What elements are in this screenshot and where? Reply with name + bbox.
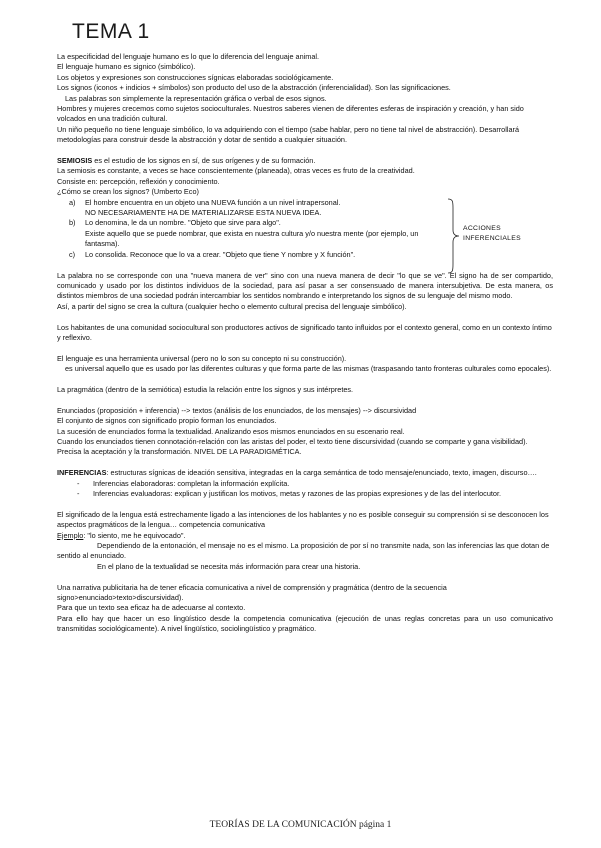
inferencias-definition	[57, 468, 553, 478]
enunciados-line: La sucesión de enunciados forma la textualidad. Analizando esos mismos enunciados en su escenario real.	[57, 426, 405, 436]
list-item-text: NO NECESARIAMENTE HA DE MATERIALIZARSE ESTA NUEVA IDEA.	[85, 208, 322, 218]
list-marker: -	[77, 478, 80, 488]
enunciados-line: Cuando los enunciados tienen connotación-relación con las aristas del poder, el texto tiene discursividad (cuando se comparte y gana visibilidad). Precisa la aceptación y la transformación. NIVEL DE LA PARADIGMÉTICA.	[57, 436, 528, 457]
inferencias-definition-text: : estructuras sígnicas de ideación sensitiva, integradas en la carga semántica de todo mensaje/enunciado, texto, imagen, discurso….	[106, 468, 537, 478]
list-item-text: Lo denomina, le da un nombre. "Objeto que sirve para algo".	[85, 218, 281, 228]
page-title: TEMA 1	[72, 20, 150, 43]
narrativa-paragraph: Una narrativa publicitaria ha de tener eficacia comunicativa a nivel de comprensión y pragmática (dentro de la secuencia signo>enunciado>texto>discursividad).	[57, 582, 447, 602]
narrativa-paragraph: Para ello hay que hacer un eso lingüístico desde la competencia comunicativa (ejecución de unas reglas concretas para un uso comunicativo transmitidas sociológicamente). A nivel lingüístico, sociolingüístico y pragmático.	[57, 613, 553, 634]
list-item-text: Lo consolida. Reconoce que lo va a crear. "Objeto que tiene Y nombre y X función".	[85, 249, 356, 259]
significado-paragraph: Dependiendo de la entonación, el mensaje no es el mismo. La proposición de por sí no transmite nada, son las inferencias las que dotan de sentido al enunciado.	[57, 540, 550, 561]
semiosis-line: La semiosis es constante, a veces se hace conscientemente (planeada), otras veces es fruto de la creatividad.	[57, 166, 415, 176]
list-item-text: Existe aquello que se puede nombrar, que exista en nuestra cultura y/o nuestra mente (por ejemplo, un fantasma).	[85, 228, 419, 249]
palabra-paragraph: La palabra no se corresponde con una "nueva manera de ver" sino con una nueva manera de decir "lo que se ve". El signo ha de ser compartido, comunicado y usado por los distintos individuos de la sociedad, para así pasar a ser consensuado de manera intersubjetiva. De esta manera, os distintos miembros de una sociedad podrán intercambiar los sentidos nombrando e interpretando los signos de su lenguaje del mismo modo.	[57, 270, 553, 301]
intro-line: La especificidad del lenguaje humano es lo que lo diferencia del lenguaje animal.	[57, 52, 320, 61]
semiosis-definition-text: es el estudio de los signos en sí, de sus orígenes y de su formación.	[92, 156, 316, 166]
eco-steps-list	[57, 198, 553, 260]
brace-label	[463, 224, 521, 244]
list-item	[57, 489, 553, 499]
habitantes-paragraph: Los habitantes de una comunidad sociocultural son productores activos de significado tanto influidos por el contexto general, como en un contexto íntimo y reflexivo.	[57, 322, 552, 342]
list-marker: b)	[69, 218, 76, 228]
document-body	[57, 52, 553, 635]
intro-line: El lenguaje humano es signico (simbólico).	[57, 62, 196, 72]
brace-label-line: INFERENCIALES	[463, 234, 521, 242]
curly-brace-icon	[447, 198, 461, 274]
list-item	[57, 198, 553, 219]
semiosis-question: ¿Cómo se crean los signos? (Umberto Eco)	[57, 187, 199, 197]
list-item	[57, 250, 553, 260]
list-marker: -	[77, 488, 80, 498]
page-footer: TEORÍAS DE LA COMUNICACIÓN página 1	[209, 820, 392, 830]
list-item-text: Inferencias evaluadoras: explican y justifican los motivos, metas y razones de las propias expresiones y de las del interlocutor.	[93, 488, 502, 498]
list-marker: c)	[69, 249, 76, 259]
ejemplo-text: : "lo siento, me he equivocado".	[83, 530, 186, 540]
semiosis-definition	[57, 156, 553, 166]
significado-paragraph: El significado de la lengua está estrechamente ligado a las intenciones de los hablantes y no es posible conseguir su comprensión si se desconocen los aspectos pragmáticos de la lengua… competencia comunicativa	[57, 509, 549, 530]
list-marker: a)	[69, 197, 76, 207]
intro-line: Los objetos y expresiones son construcciones sígnicas elaboradas sociológicamente.	[57, 72, 334, 82]
brace-label-line: ACCIONES	[463, 224, 501, 232]
semiosis-line: Consiste en: percepción, reflexión y conocimiento.	[57, 176, 220, 186]
intro-line: Los signos (iconos + indicios + símbolos) son producto del uso de la abstracción (inferencialidad). Son las significaciones.	[57, 83, 451, 93]
enunciados-line: Enunciados (proposición + inferencia) --> textos (análisis de los enunciados, de los mensajes) --> discursividad	[57, 405, 417, 415]
ejemplo-label: Ejemplo	[57, 530, 84, 540]
narrativa-line: Para que un texto sea eficaz ha de adecuarse al contexto.	[57, 603, 246, 613]
universal-line: es universal aquello que es usado por las diferentes culturas y que forma parte de las mismas (traspasando tanto fronteras culturales como epocales).	[65, 364, 552, 374]
intro-line: Las palabras son simplemente la representación gráfica o verbal de esos signos.	[65, 93, 327, 103]
pragmatica-line: La pragmática (dentro de la semiótica) estudia la relación entre los signos y sus intérpretes.	[57, 384, 354, 394]
semiosis-term: SEMIOSIS	[57, 156, 93, 166]
ejemplo-line	[57, 531, 553, 541]
list-item	[57, 479, 553, 489]
universal-line: El lenguaje es una herramienta universal (pero no lo son su concepto ni su construcción).	[57, 353, 347, 363]
intro-paragraph: Un niño pequeño no tiene lenguaje simbólico, lo va adquiriendo con el tiempo (sabe hablar, pero no tiene tal nivel de abstracción). Desarrollará metodologías para construir desde la abstracción y dotar de sentido a cualquier situación.	[57, 124, 520, 145]
inferencias-list	[57, 479, 553, 500]
intro-paragraph: Hombres y mujeres crecemos como sujetos socioculturales. Nuestros saberes vienen de diferentes esferas de inspiración y creación, y han sido volcados en una tradición cultural.	[57, 104, 524, 124]
palabra-paragraph: Así, a partir del signo se crea la cultura (cualquier hecho o elemento cultural precisa del lenguaje simbólico).	[57, 301, 407, 311]
list-item-text: Inferencias elaboradoras: completan la información explícita.	[93, 478, 290, 488]
enunciados-line: El conjunto de signos con significado propio forman los enunciados.	[57, 416, 277, 426]
inferencias-term: INFERENCIAS	[57, 468, 107, 478]
significado-line: En el plano de la textualidad se necesita más información para crear una historia.	[97, 561, 361, 571]
list-item-text: El hombre encuentra en un objeto una NUEVA función a un nivel intrapersonal.	[85, 197, 341, 207]
